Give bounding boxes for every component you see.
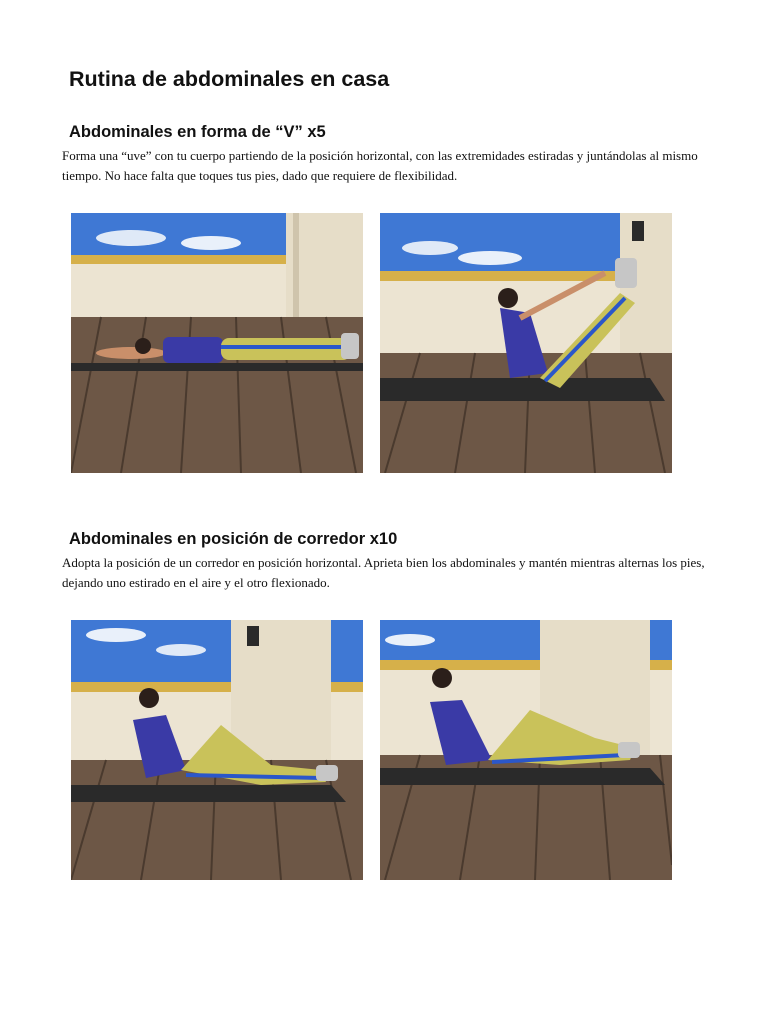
section-heading-runner-crunch: Abdominales en posición de corredor x10 xyxy=(69,530,398,548)
photo-runner-crunch-left xyxy=(71,620,363,880)
photo-runner-crunch-right xyxy=(380,620,672,880)
photo-v-crunch-start xyxy=(71,213,363,473)
section-heading-v-crunch: Abdominales en forma de “V” x5 xyxy=(69,123,326,141)
section-text-v-crunch: Forma una “uve” con tu cuerpo partiendo de la posición horizontal, con las extremidades estiradas y juntándolas al mismo tiempo. No hace falta que toques tus pies, dado que requiere de flexibilidad. xyxy=(62,148,698,183)
photo-v-crunch-end xyxy=(380,213,672,473)
section-text-runner-crunch: Adopta la posición de un corredor en posición horizontal. Aprieta bien los abdominales y mantén mientras alternas los pies, dejando uno estirado en el aire y el otro flexionado. xyxy=(62,555,705,590)
page-title: Rutina de abdominales en casa xyxy=(69,67,390,91)
